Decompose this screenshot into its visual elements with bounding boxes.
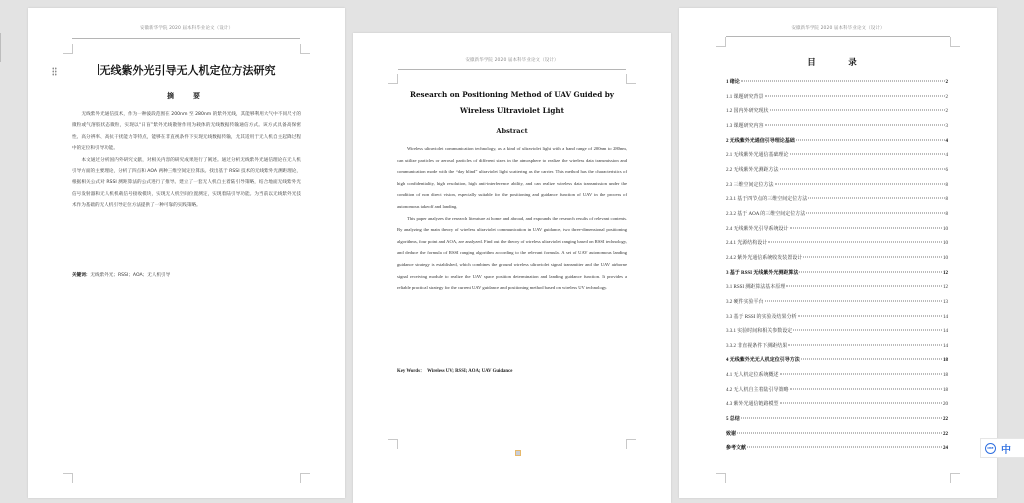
toc-entry[interactable]: 3.3 基于 RSSI 的实验及结果分析 14 (726, 314, 948, 320)
header-rule (726, 36, 950, 37)
toc-entry[interactable]: 1.3 课题研究内容 3 (726, 123, 948, 129)
header-rule (398, 69, 626, 70)
toc-entry[interactable]: 3.3.1 实验时间和相关参数设定 14 (726, 329, 948, 335)
keywords-en: Key Words： Wireless UV; RSSI; AOA; UAV Guidance (397, 369, 513, 374)
toc-entry[interactable]: 5 总结 22 (726, 417, 948, 423)
crop-mark (300, 473, 310, 483)
toc-entry[interactable]: 2.1 无线紫外光通信基础理论 4 (726, 153, 948, 159)
ime-toolbar[interactable] (980, 438, 1024, 458)
left-panel-edge (0, 33, 1, 62)
toc-entry[interactable]: 4.3 紫外光通信链路模型 20 (726, 402, 948, 408)
toc-title: 目 录 (807, 58, 869, 68)
toc-entry[interactable]: 2.4.1 光源结构设计 10 (726, 241, 948, 247)
toc-entry[interactable]: 2 无线紫外光通信引导理论基础 4 (726, 138, 948, 144)
toc-entry[interactable]: 2.4 无线紫外光引导系统设计 10 (726, 226, 948, 232)
abstract-paragraph: Wireless ultraviolet communication technology, as a kind of ultraviolet light with a band range of 200nm to 280nm, can utilize particles or aerosol particles of different sizes in the atmosphere to realize the wireless data transmission and communication mode with the “day blind” ultraviolet light scattering as the carrier. This method has the characteristics of high confidentiality, high resolution, high anti-interference ability, and can realize wireless data transmission under the condition of non direct vision, especially suitable for the positioning and guidance function of UAV in the process of autonomous takeoff and landing. (397, 146, 627, 209)
page-header: 安徽新华学院 2020 届本科毕业论文（设计） (791, 26, 885, 31)
toc-entry[interactable]: 1.2 国内外研究现状 2 (726, 109, 948, 115)
toc-entry[interactable]: 2.3.2 基于 AOA 的三维空间定位方法 8 (726, 211, 948, 217)
page-number-field[interactable] (515, 450, 521, 456)
document-page-3 (679, 8, 997, 498)
page-header: 安徽新华学院 2020 届本科毕业论文（设计） (465, 58, 559, 63)
toc-entry[interactable]: 4.2 无人机自主着陆引导策略 18 (726, 387, 948, 393)
document-page-2 (353, 33, 671, 503)
page-header: 安徽新华学院 2020 届本科毕业论文（设计） (139, 26, 234, 31)
toc-entry[interactable]: 2.3 三维空间定位方法 8 (726, 182, 948, 188)
toc-entry[interactable]: 3.3.2 非直视条件下测距结果 14 (726, 343, 948, 349)
document-page-1 (28, 8, 345, 498)
toc-entry[interactable]: 4 无线紫外光无人机定位引导方法 18 (726, 358, 948, 364)
crop-mark (626, 74, 636, 84)
crop-mark (63, 473, 73, 483)
abstract-paragraph: 本文通过分析国内外研究文献，对相关内容的研究成果进行了阐述。通过分析无线紫外光通信理论在无人机引导方面的主要理论，分析了四点和 AOA 两种三维空间定位算法。找出基于 RSSI 技术的无线紫外光测距理论，根据相关公式对 RSSI 测距算法的公式进行了推导。建立了一套无人机自主着陆引导策略，结合地面无线紫外光信号发射器和无人机机载信号接收模块，实现无人机空间位置测定，实现着陆引导功能。为当前以无线紫外光技术作为基础的无人机引导定位方法提供了一种可靠的实践策略。 (72, 157, 301, 209)
crop-mark (716, 37, 726, 47)
crop-mark (716, 473, 726, 483)
abstract-body-en (397, 143, 627, 294)
abstract-body-cn (72, 109, 301, 212)
toc-entry[interactable]: 参考文献 24 (726, 446, 948, 452)
toc-entry[interactable]: 3 基于 RSSI 无线紫外光测距算法 12 (726, 270, 948, 276)
crop-mark (300, 44, 310, 54)
ime-language-mode[interactable]: 中 (1001, 444, 1011, 456)
toc-entry[interactable]: 2.4.2 紫外光通信系统收发装置设计 10 (726, 255, 948, 261)
toc-entry[interactable]: 2.3.1 基于四节点的三维空间定位方法 8 (726, 197, 948, 203)
toc-entry[interactable]: 4.1 无人机定位系统概述 18 (726, 373, 948, 379)
abstract-heading-cn: 摘 要 (167, 92, 206, 100)
abstract-paragraph: 无线紫外光通信技术，作为一种波段范围在 200nm 至 280nm 的紫外光线，其能够利用大气中不同尺寸的微粒或气溶胶状态微粒，实现以“日盲”紫外光线散射作用为载体的无线数据传输通信方式。该方式具备高保密性、高分辨率、高抗干扰能力等特点，能够在非直视条件下实现无线数据传输，尤其适用于无人机自主起降过程中的定位和引导功能。 (72, 112, 301, 152)
keywords-cn: 关键词：无线紫外光；RSSI；AOA；无人机引导 (72, 273, 171, 278)
table-of-contents (726, 78, 948, 459)
crop-mark (388, 74, 398, 84)
toc-entry[interactable]: 致谢 22 (726, 431, 948, 437)
toc-entry[interactable]: 1 绪论 2 (726, 80, 948, 85)
header-rule (72, 38, 300, 39)
thesis-title-cn: 无线紫外光引导无人机定位方法研究 (99, 64, 276, 77)
abstract-paragraph: This paper analyzes the research literature at home and abroad, and expounds the research results of relevant contents. By analyzing the main theory of wireless ultraviolet communication in UAV guidance, two three-dimensional positioning algorithms, four point and AOA, are analyzed. Find out the theory of wireless ultraviolet ranging based on RSSI technology, and deduce the formula of RSSI ranging algorithm according to the relevant formula. A set of UAV autonomous landing guidance strategy is established, which combines the ground wireless ultraviolet signal transmitter and the UAV airborne signal receiving module to realize the UAV space position determination and landing guidance function. It provides a reliable practical strategy for the current UAV guidance and positioning method based on wireless UV technology. (397, 215, 627, 291)
ime-logo-icon[interactable]: IME (985, 443, 996, 454)
toc-entry[interactable]: 3.1 RSSI 测距算法基本原理 12 (726, 285, 948, 291)
toc-entry[interactable]: 2.2 无线紫外光测距方法 6 (726, 167, 948, 173)
crop-mark (388, 439, 398, 449)
thesis-title-en: Research on Positioning Method of UAV Guided by Wireless Ultraviolet Light (410, 90, 614, 115)
crop-mark (950, 37, 960, 47)
toc-entry[interactable]: 1.1 课题研究背景 2 (726, 94, 948, 100)
text-cursor (98, 64, 99, 75)
toc-entry[interactable]: 3.2 硬件实验平台 13 (726, 299, 948, 305)
crop-mark (63, 44, 73, 54)
crop-mark (950, 473, 960, 483)
abstract-heading-en: Abstract (496, 127, 528, 135)
crop-mark (626, 439, 636, 449)
